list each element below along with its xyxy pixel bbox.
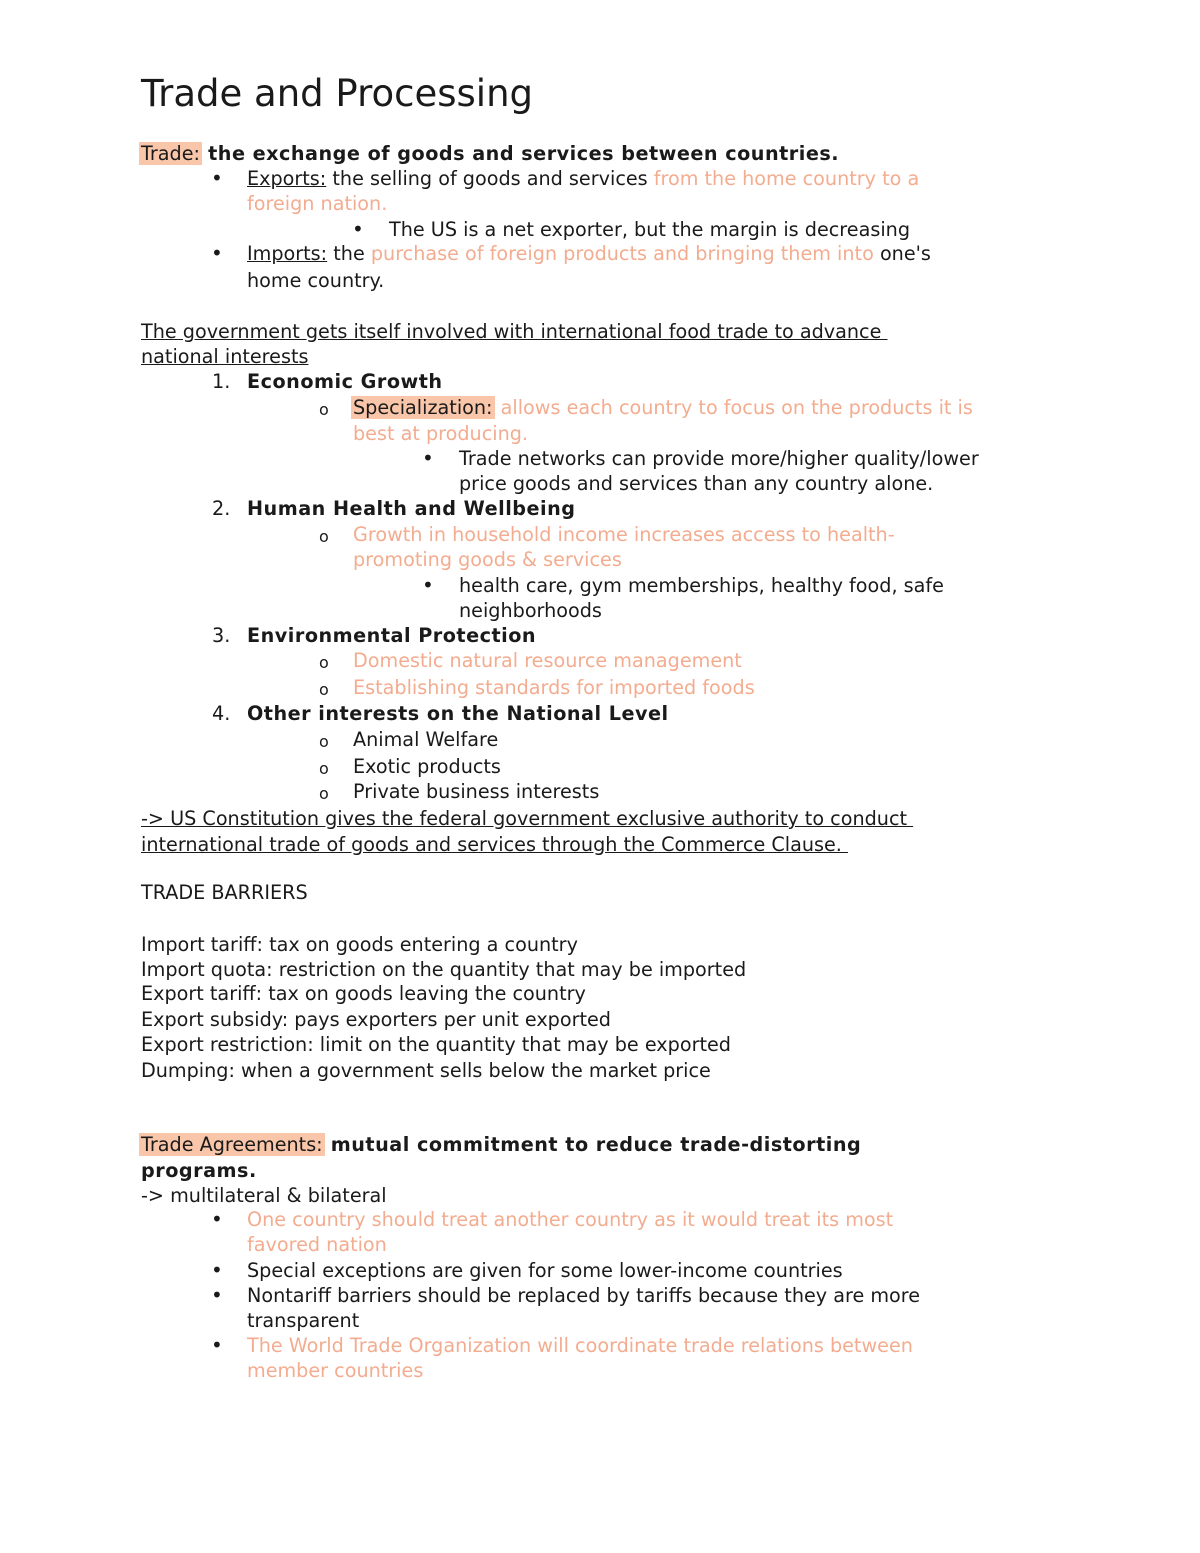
imports-label: Imports: xyxy=(247,242,328,265)
exports-text: the selling of goods and services xyxy=(332,167,648,190)
item-economic-growth: Economic Growth xyxy=(247,370,443,393)
agreement-point-4-line2: member countries xyxy=(247,1359,424,1382)
constitution-line1: -> US Constitution gives the federal government exclusive authority to conduct xyxy=(141,807,914,830)
hollow-bullet-icon: o xyxy=(319,400,329,419)
bullet-icon: • xyxy=(211,1207,223,1231)
exports-line xyxy=(247,166,919,191)
specialization-label: Specialization: xyxy=(353,396,493,419)
government-heading-line1: The government gets itself involved with international food trade to advance xyxy=(141,320,888,343)
item-human-health: Human Health and Wellbeing xyxy=(247,497,576,520)
trade-networks-line1: Trade networks can provide more/higher quality/lower xyxy=(459,447,979,470)
env-subpoint-2: Establishing standards for imported foods xyxy=(353,676,755,699)
barrier-item: Export subsidy: pays exporters per unit exported xyxy=(141,1008,611,1031)
agreement-point-1-line1: One country should treat another country as it would treat its most xyxy=(247,1208,894,1231)
trade-agreements-label: Trade Agreements: xyxy=(141,1133,323,1156)
agreement-point-3-line1: Nontariff barriers should be replaced by tariffs because they are more xyxy=(247,1284,921,1307)
hollow-bullet-icon: o xyxy=(319,759,329,778)
agreement-point-3-line2: transparent xyxy=(247,1309,360,1332)
barrier-item: Import quota: restriction on the quantity that may be imported xyxy=(141,958,747,981)
imports-line-cont: home country. xyxy=(247,269,385,292)
bullet-icon: • xyxy=(211,166,223,190)
imports-text-cont: one's xyxy=(879,242,931,265)
bullet-icon: • xyxy=(422,446,434,470)
trade-networks-line2: price goods and services than any country alone. xyxy=(459,472,934,495)
household-income-line2: promoting goods & services xyxy=(353,548,622,571)
bullet-icon: • xyxy=(352,217,364,241)
trade-definition-text: the exchange of goods and services between countries. xyxy=(208,142,840,165)
household-income-line1: Growth in household income increases access to health- xyxy=(353,523,895,546)
exports-label: Exports: xyxy=(247,167,327,190)
bullet-icon: • xyxy=(211,1258,223,1282)
hollow-bullet-icon: o xyxy=(319,680,329,699)
page-title: Trade and Processing xyxy=(141,72,534,115)
barrier-item: Export tariff: tax on goods leaving the country xyxy=(141,982,586,1005)
agreement-types: -> multilateral & bilateral xyxy=(141,1184,387,1207)
specialization-text-cont: best at producing. xyxy=(353,422,529,445)
other-subpoint-2: Exotic products xyxy=(353,755,501,778)
item-other-interests: Other interests on the National Level xyxy=(247,702,669,725)
trade-agreements-definition: mutual commitment to reduce trade-distorting xyxy=(330,1133,862,1156)
trade-barriers-heading: TRADE BARRIERS xyxy=(141,881,308,904)
bullet-icon: • xyxy=(422,573,434,597)
other-subpoint-1: Animal Welfare xyxy=(353,728,499,751)
hollow-bullet-icon: o xyxy=(319,653,329,672)
exports-emphasis-cont: foreign nation. xyxy=(247,192,388,215)
exports-emphasis: from the home country to a xyxy=(653,167,920,190)
list-number: 2. xyxy=(212,497,231,520)
specialization-text: allows each country to focus on the products it is xyxy=(500,396,973,419)
agreement-point-4-line1: The World Trade Organization will coordinate trade relations between xyxy=(247,1334,913,1357)
health-examples-line2: neighborhoods xyxy=(459,599,602,622)
barrier-item: Dumping: when a government sells below the market price xyxy=(141,1059,711,1082)
trade-definition xyxy=(141,141,839,166)
constitution-line2: international trade of goods and services through the Commerce Clause. xyxy=(141,833,849,856)
trade-agreements-definition-cont: programs. xyxy=(141,1159,257,1182)
exports-subpoint: The US is a net exporter, but the margin is decreasing xyxy=(389,218,911,241)
health-examples-line1: health care, gym memberships, healthy food, safe xyxy=(459,574,944,597)
bullet-icon: • xyxy=(211,241,223,265)
list-number: 3. xyxy=(212,624,231,647)
bullet-icon: • xyxy=(211,1333,223,1357)
barrier-item: Import tariff: tax on goods entering a country xyxy=(141,933,578,956)
government-heading-line2: national interests xyxy=(141,345,309,368)
agreement-point-1-line2: favored nation xyxy=(247,1233,387,1256)
barrier-item: Export restriction: limit on the quantity that may be exported xyxy=(141,1033,731,1056)
hollow-bullet-icon: o xyxy=(319,527,329,546)
agreement-point-2: Special exceptions are given for some lower-income countries xyxy=(247,1259,843,1282)
hollow-bullet-icon: o xyxy=(319,784,329,803)
imports-emphasis: purchase of foreign products and bringing them into xyxy=(370,242,874,265)
list-number: 4. xyxy=(212,702,231,725)
specialization-line xyxy=(353,395,973,420)
imports-line xyxy=(247,241,931,266)
trade-label: Trade: xyxy=(141,142,200,165)
bullet-icon: • xyxy=(211,1283,223,1307)
other-subpoint-3: Private business interests xyxy=(353,780,600,803)
item-environmental-protection: Environmental Protection xyxy=(247,624,537,647)
imports-text: the xyxy=(333,242,365,265)
list-number: 1. xyxy=(212,370,231,393)
hollow-bullet-icon: o xyxy=(319,732,329,751)
env-subpoint-1: Domestic natural resource management xyxy=(353,649,742,672)
trade-agreements-line xyxy=(141,1132,861,1157)
